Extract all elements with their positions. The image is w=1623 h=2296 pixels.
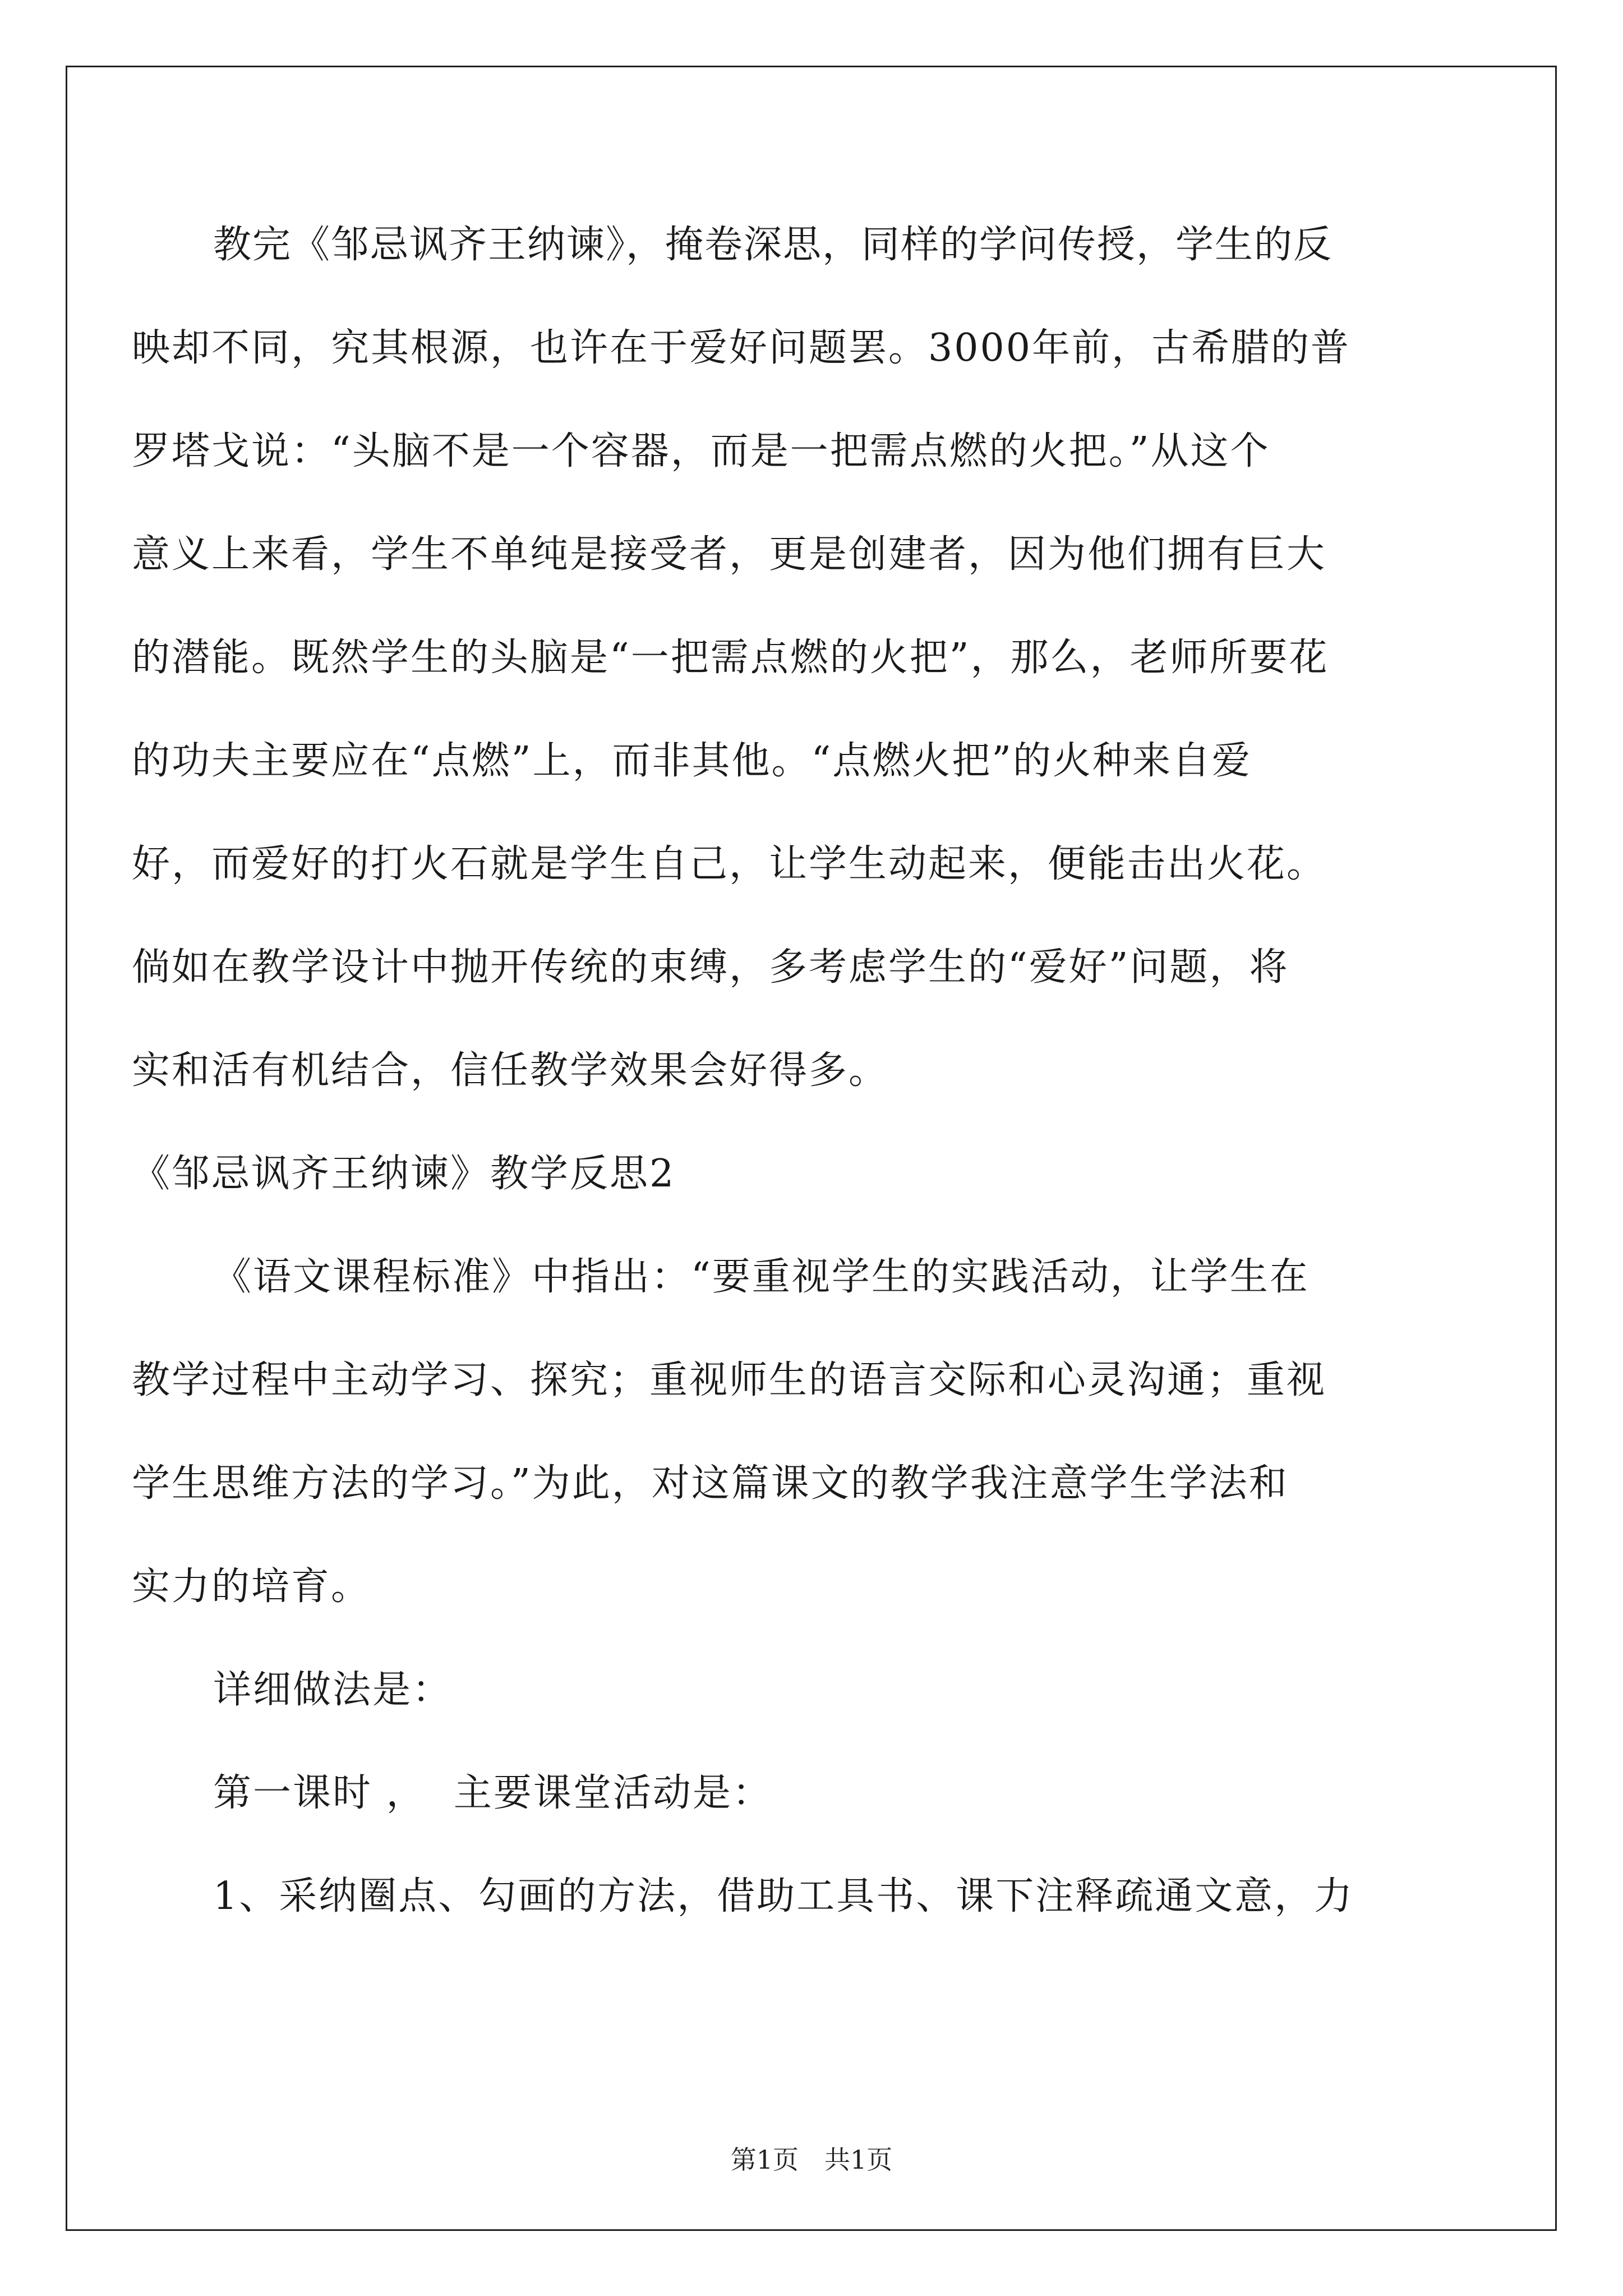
paragraph-line: 《语文课程标准》中指出：“要重视学生的实践活动，让学生在 bbox=[213, 1255, 1310, 1299]
document-body bbox=[132, 194, 1441, 1948]
paragraph-line: 实力的培育。 bbox=[132, 1565, 371, 1609]
paragraph-line: 第一课时 ， 主要课堂活动是： bbox=[213, 1771, 772, 1815]
paragraph-line: 的潜能。既然学生的头脑是“一把需点燃的火把”，那么，老师所要花 bbox=[132, 636, 1329, 680]
paragraph-line: 倘如在教学设计中抛开传统的束缚，多考虑学生的“爱好”问题，将 bbox=[132, 945, 1289, 990]
paragraph-line: 罗塔戈说：“头脑不是一个容器，而是一把需点燃的火把。”从这个 bbox=[132, 429, 1270, 473]
section-heading: 《邹忌讽齐王纳谏》教学反思2 bbox=[132, 1152, 676, 1196]
paragraph-line: 学生思维方法的学习。”为此，对这篇课文的教学我注意学生学法和 bbox=[132, 1461, 1289, 1506]
paragraph-line: 1、采纳圈点、勾画的方法，借助工具书、课下注释疏通文意，力 bbox=[213, 1874, 1354, 1918]
paragraph-line: 教完《邹忌讽齐王纳谏》，掩卷深思，同样的学问传授，学生的反 bbox=[213, 223, 1333, 267]
paragraph-line: 详细做法是： bbox=[213, 1668, 453, 1712]
page-footer: 第1页 共1页 bbox=[730, 2145, 893, 2175]
paragraph-line: 教学过程中主动学习、探究；重视师生的语言交际和心灵沟通；重视 bbox=[132, 1358, 1327, 1402]
paragraph-line: 意义上来看，学生不单纯是接受者，更是创建者，因为他们拥有巨大 bbox=[132, 532, 1327, 577]
paragraph-line: 的功夫主要应在“点燃”上，而非其他。“点燃火把”的火种来自爱 bbox=[132, 739, 1252, 783]
paragraph-line: 好，而爱好的打火石就是学生自己，让学生动起来，便能击出火花。 bbox=[132, 842, 1327, 886]
paragraph-line: 实和活有机结合，信任教学效果会好得多。 bbox=[132, 1048, 889, 1093]
paragraph-line: 映却不同，究其根源，也许在于爱好问题罢。3000年前，古希腊的普 bbox=[132, 326, 1351, 370]
